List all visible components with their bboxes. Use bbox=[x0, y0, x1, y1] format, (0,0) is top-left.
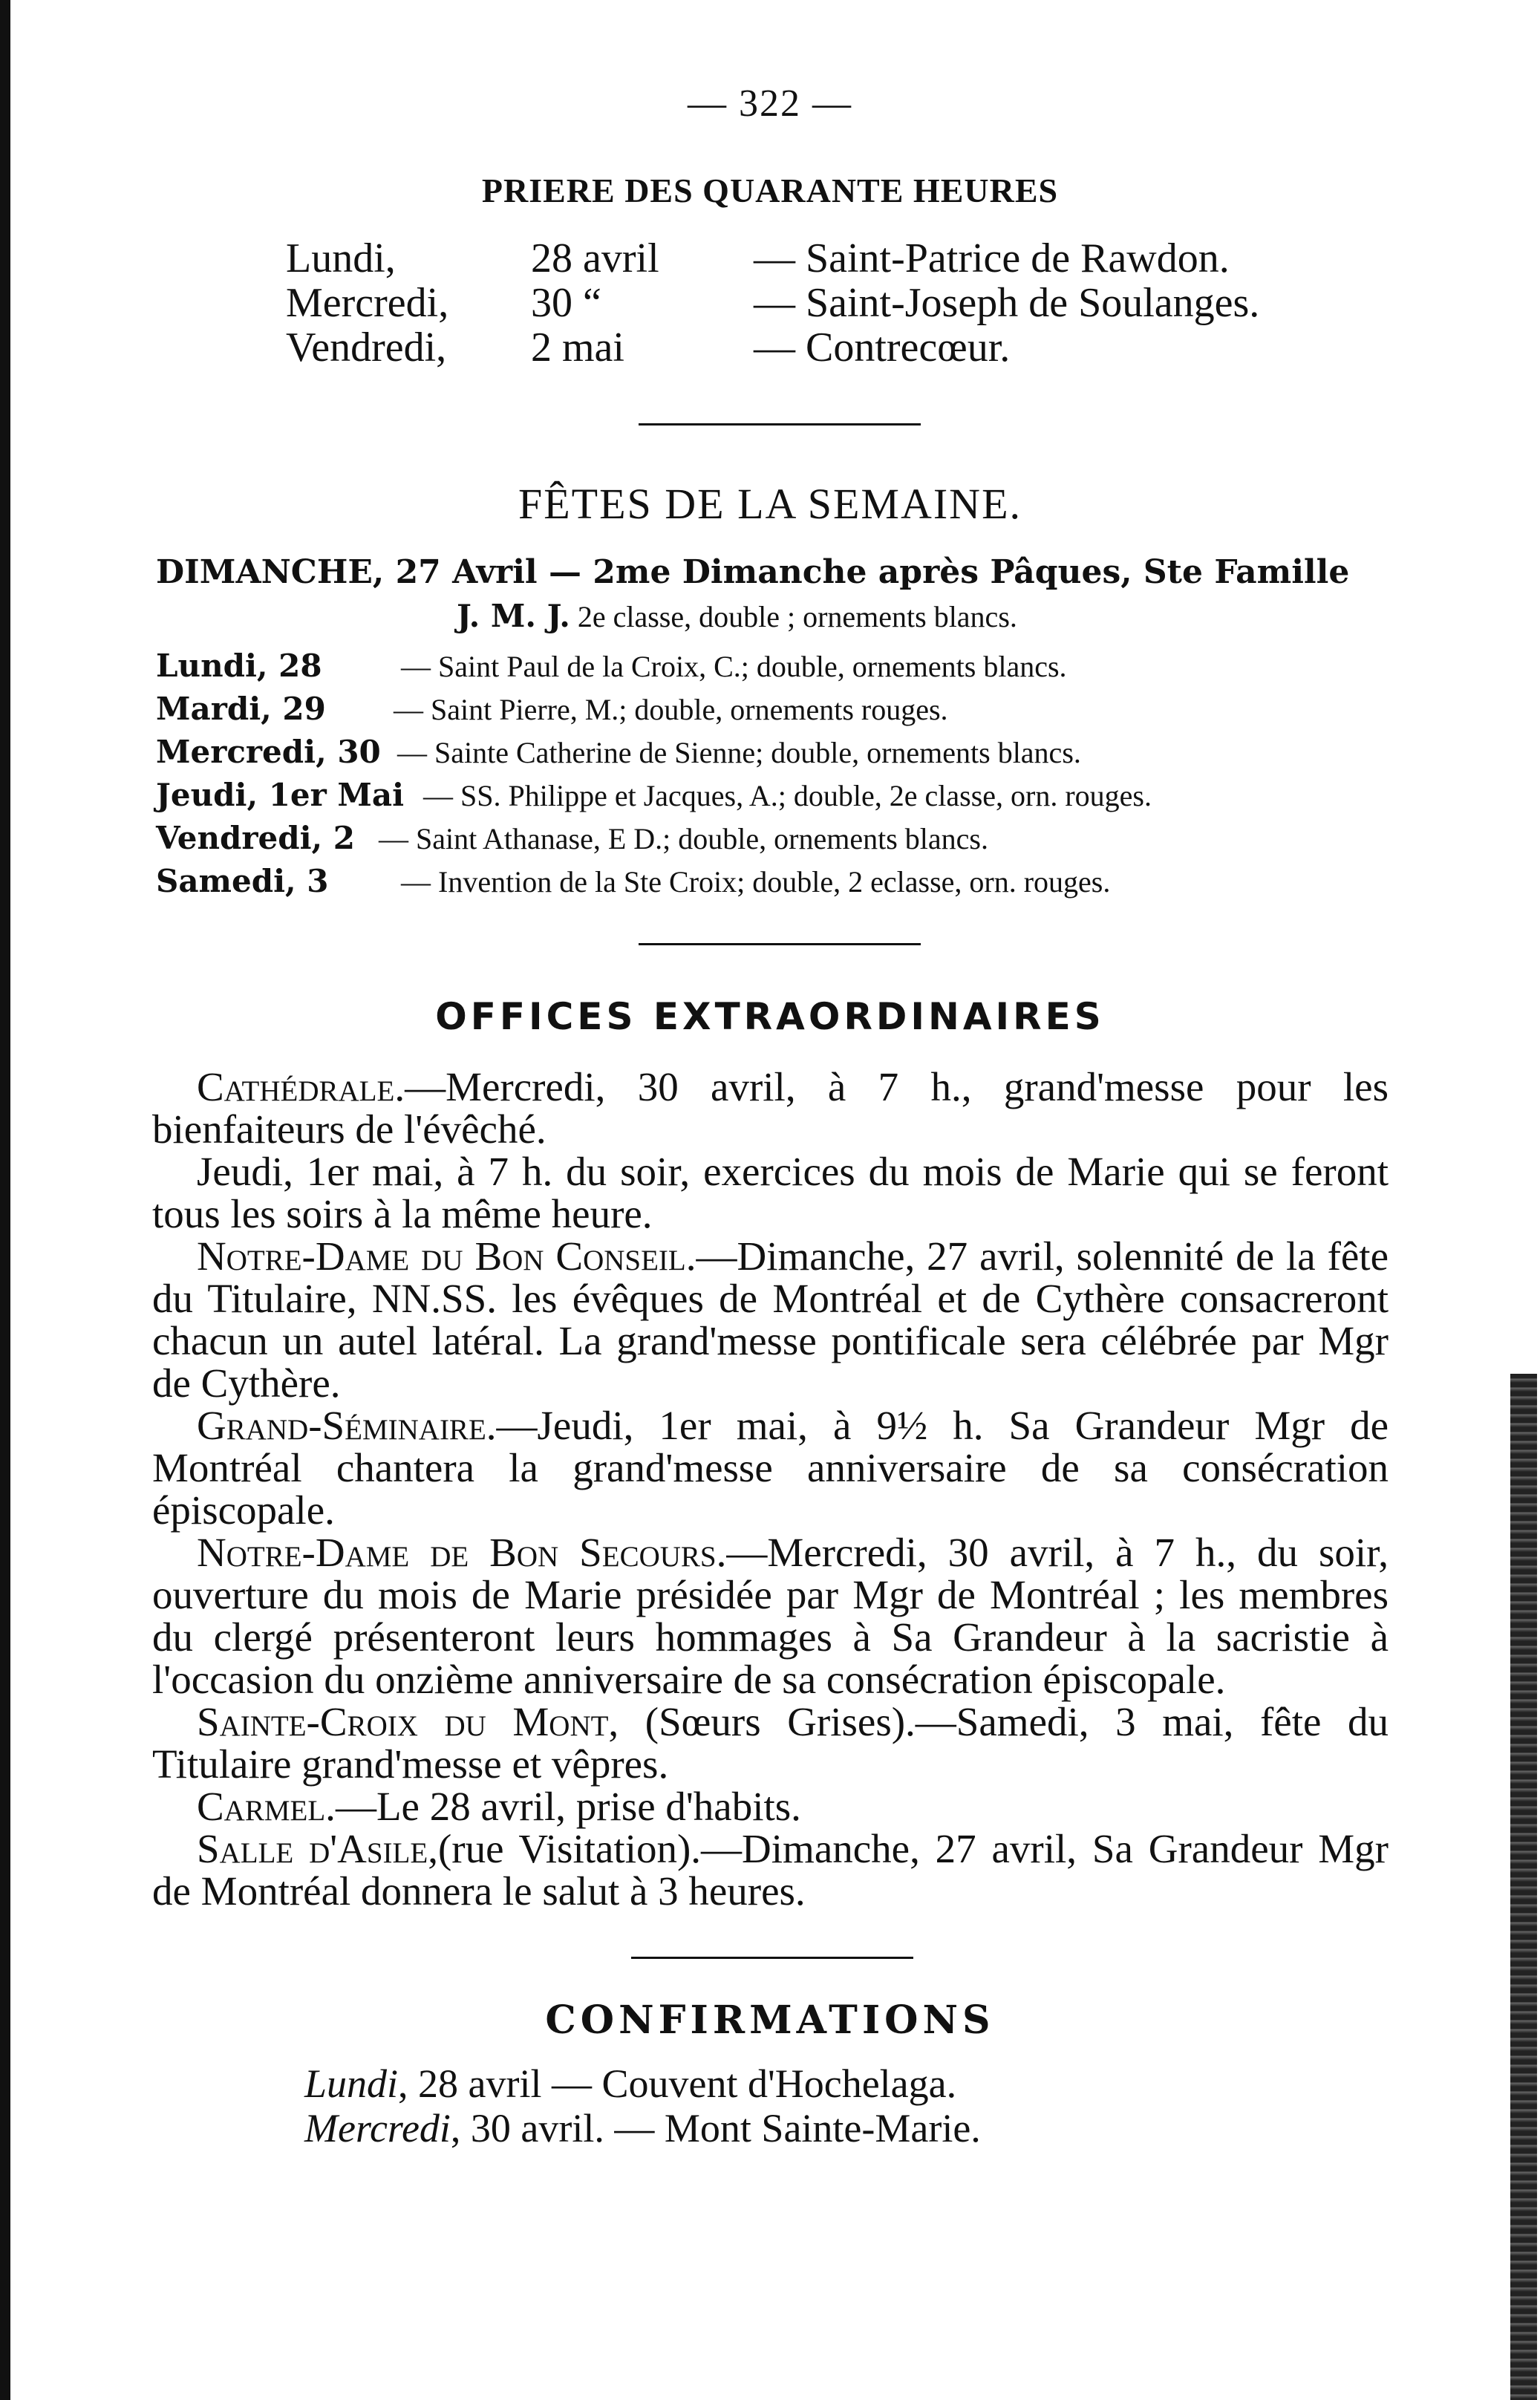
offices-body bbox=[152, 1066, 1389, 1912]
prayer-date: 2 mai bbox=[531, 325, 624, 371]
fete-day: Jeudi, 1er Mai bbox=[156, 777, 405, 813]
fete-desc: — Saint Pierre, M.; double, ornements rouges. bbox=[394, 693, 948, 726]
divider bbox=[639, 943, 921, 945]
prayer-row bbox=[286, 236, 1400, 281]
prayer-title: PRIERE DES QUARANTE HEURES bbox=[481, 172, 1059, 209]
prayer-date: 30 “ bbox=[531, 280, 601, 326]
office-text: —Jeudi, 1er mai, à 9½ h. Sa Grandeur Mgr de Montréal chantera la grand'messe anniversaire de sa consécration épiscopale. bbox=[152, 1403, 1389, 1533]
fete-day: Mercredi, 30 bbox=[156, 734, 381, 770]
fete-row bbox=[156, 863, 1418, 899]
office-text: —Mercredi, 30 avril, à 7 h., grand'messe pour les bienfaiteurs de l'évêché. bbox=[152, 1064, 1389, 1152]
office-lead: Notre-Dame du Bon Conseil. bbox=[197, 1233, 696, 1279]
prayer-day: Mercredi, bbox=[286, 280, 449, 326]
fete-day: Samedi, 3 bbox=[156, 863, 329, 899]
sunday-line-2 bbox=[457, 598, 1017, 634]
prayer-row bbox=[286, 325, 1400, 370]
office-paragraph bbox=[152, 1404, 1389, 1531]
office-paragraph bbox=[152, 1827, 1389, 1912]
office-lead: Notre-Dame de Bon Secours. bbox=[197, 1530, 727, 1575]
office-text: (Sœurs Grises).—Samedi, 3 mai, fête du Titulaire grand'messe et vêpres. bbox=[152, 1699, 1389, 1787]
offices-title: OFFICES EXTRAORDINAIRES bbox=[435, 995, 1105, 1038]
office-paragraph bbox=[152, 1700, 1389, 1785]
office-text: —Mercredi, 30 avril, à 7 h., du soir, ouverture du mois de Marie présidée par Mgr de Montréal ; les membres du clergé présenteront leurs hommages à Sa Grandeur à la sacristie à l'occasion du onzième anniversaire de sa consécration épiscopale. bbox=[152, 1530, 1389, 1702]
fete-day: Vendredi, 2 bbox=[156, 820, 355, 856]
office-lead: Grand-Séminaire. bbox=[197, 1403, 497, 1448]
fete-day: Mardi, 29 bbox=[156, 691, 326, 727]
prayer-place: — Contrecœur. bbox=[754, 325, 1011, 371]
sunday-rite: 2e classe, double ; ornements blancs. bbox=[570, 600, 1017, 633]
confirmation-day: Mercredi bbox=[304, 2106, 451, 2150]
confirmation-row bbox=[304, 2061, 956, 2107]
office-lead: Cathédrale. bbox=[197, 1064, 405, 1109]
confirmation-date: , 30 avril. bbox=[450, 2106, 604, 2150]
prayer-row bbox=[286, 281, 1400, 325]
office-paragraph bbox=[152, 1531, 1389, 1700]
prayer-place: — Saint-Patrice de Rawdon. bbox=[754, 235, 1230, 281]
office-text: Jeudi, 1er mai, à 7 h. du soir, exercices du mois de Marie qui se feront tous les soirs à la même heure. bbox=[152, 1149, 1389, 1236]
office-text: (rue Visitation).—Dimanche, 27 avril, Sa Grandeur Mgr de Montréal donnera le salut à 3 heures. bbox=[152, 1826, 1389, 1914]
confirmation-day: Lundi bbox=[304, 2061, 399, 2106]
fete-desc: — Saint Paul de la Croix, C.; double, ornements blancs. bbox=[401, 650, 1067, 683]
confirmation-place: — Mont Sainte-Marie. bbox=[604, 2106, 981, 2150]
page-number: — 322 — bbox=[688, 82, 852, 125]
sunday-line: DIMANCHE, 27 Avril — 2me Dimanche après Pâques, Ste Famille bbox=[156, 553, 1350, 591]
confirmation-place: — Couvent d'Hochelaga. bbox=[541, 2061, 957, 2106]
prayer-day: Vendredi, bbox=[286, 325, 447, 371]
confirmation-row bbox=[304, 2105, 981, 2151]
fete-day: Lundi, 28 bbox=[156, 648, 322, 684]
office-text: —Le 28 avril, prise d'habits. bbox=[335, 1784, 801, 1829]
office-paragraph bbox=[152, 1150, 1389, 1235]
fete-desc: — SS. Philippe et Jacques, A.; double, 2e classe, orn. rouges. bbox=[423, 779, 1152, 812]
scan-edge-right bbox=[1510, 1374, 1537, 2400]
divider bbox=[631, 1957, 913, 1959]
office-paragraph bbox=[152, 1066, 1389, 1150]
office-text: —Dimanche, 27 avril, solennité de la fête du Titulaire, NN.SS. les évêques de Montréal et de Cythère consacreront chacun un autel latéral. La grand'messe pontificale sera célébrée par Mgr de Cythère. bbox=[152, 1233, 1389, 1406]
prayer-place: — Saint-Joseph de Soulanges. bbox=[754, 280, 1260, 326]
office-paragraph bbox=[152, 1235, 1389, 1404]
fetes-title: FÊTES DE LA SEMAINE. bbox=[518, 480, 1022, 528]
divider bbox=[639, 423, 921, 425]
fete-row bbox=[156, 777, 1418, 813]
fete-desc: — Invention de la Ste Croix; double, 2 eclasse, orn. rouges. bbox=[401, 865, 1111, 899]
prayer-date: 28 avril bbox=[531, 235, 659, 281]
fete-row bbox=[156, 691, 1418, 727]
confirmation-date: , 28 avril bbox=[398, 2061, 542, 2106]
fete-row bbox=[156, 734, 1418, 770]
office-lead: Sainte-Croix du Mont, bbox=[197, 1699, 619, 1744]
fete-row bbox=[156, 648, 1418, 684]
confirmations-title: CONFIRMATIONS bbox=[545, 1998, 995, 2043]
sunday-feast-abbr: J. M. J. bbox=[457, 598, 570, 634]
fete-row bbox=[156, 820, 1418, 856]
office-lead: Salle d'Asile, bbox=[197, 1826, 438, 1871]
fete-desc: — Sainte Catherine de Sienne; double, ornements blancs. bbox=[397, 736, 1081, 769]
prayer-day: Lundi, bbox=[286, 235, 396, 281]
fete-desc: — Saint Athanase, E D.; double, ornements blancs. bbox=[379, 822, 988, 855]
office-lead: Carmel. bbox=[197, 1784, 336, 1829]
office-paragraph bbox=[152, 1785, 1389, 1827]
